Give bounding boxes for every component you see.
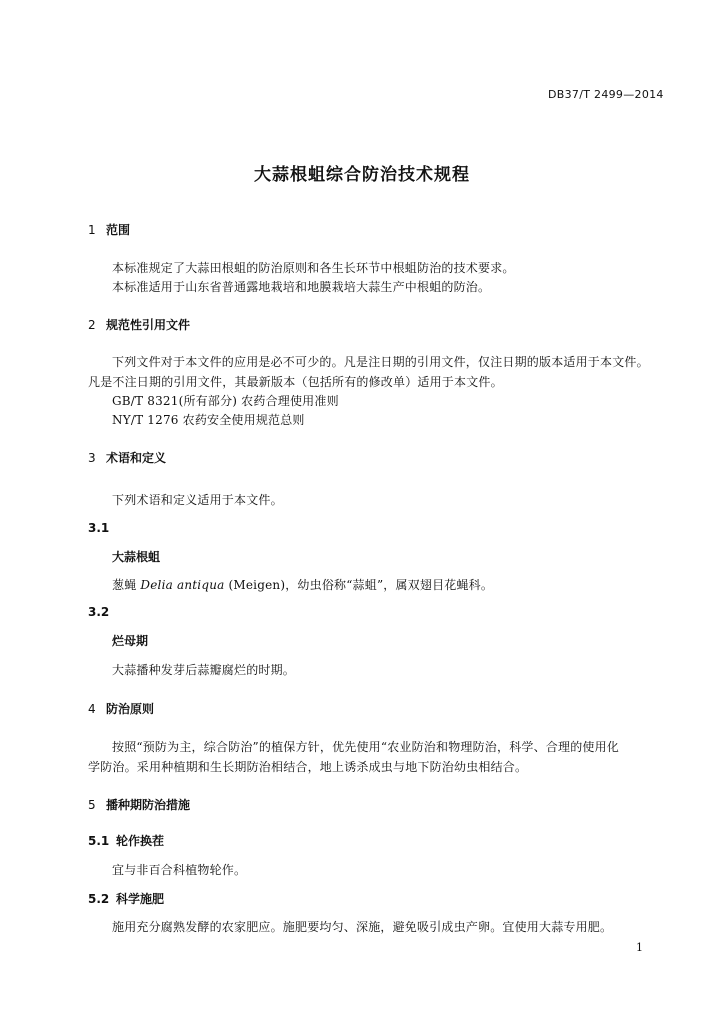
paragraph: 学防治。采用种植期和生长期防治相结合，地上诱杀成虫与地下防治幼虫相结合。 <box>88 760 528 774</box>
document-code: DB37/T 2499—2014 <box>548 88 664 101</box>
section-number: 4 <box>88 702 96 716</box>
section-title: 范围 <box>106 223 131 237</box>
term-number: 3.1 <box>88 521 110 535</box>
subsection-number: 5.1 <box>88 834 110 848</box>
section-2-heading <box>88 316 190 333</box>
section-title: 规范性引用文件 <box>106 318 191 332</box>
section-number: 2 <box>88 318 96 332</box>
subsection-number: 5.2 <box>88 892 110 906</box>
subsection-5-2-heading <box>88 890 164 907</box>
term-number: 3.2 <box>88 605 110 619</box>
paragraph: 施用充分腐熟发酵的农家肥应。施肥要均匀、深施，避免吸引成虫产卵。宜使用大蒜专用肥。 <box>112 920 613 934</box>
section-title: 防治原则 <box>106 702 155 716</box>
page-number: 1 <box>636 941 643 954</box>
section-title: 播种期防治措施 <box>106 798 191 812</box>
paragraph: 本标准规定了大蒜田根蛆的防治原则和各生长环节中根蛆防治的技术要求。 <box>112 261 515 275</box>
paragraph: 下列术语和定义适用于本文件。 <box>112 493 283 507</box>
reference-item: GB/T 8321(所有部分) 农药合理使用准则 <box>112 394 339 408</box>
reference-item: NY/T 1276 农药安全使用规范总则 <box>112 413 305 427</box>
definition-text: (Meigen)，幼虫俗称“蒜蛆”，属双翅目花蝇科。 <box>224 578 494 592</box>
paragraph: 凡是不注日期的引用文件，其最新版本（包括所有的修改单）适用于本文件。 <box>88 375 503 389</box>
section-number: 3 <box>88 451 96 465</box>
document-title: 大蒜根蛆综合防治技术规程 <box>254 165 470 185</box>
term-name: 烂母期 <box>112 634 149 648</box>
term-name: 大蒜根蛆 <box>112 550 161 564</box>
paragraph: 宜与非百合科植物轮作。 <box>112 863 247 877</box>
subsection-5-1-heading <box>88 832 164 849</box>
section-title: 术语和定义 <box>106 451 167 465</box>
section-4-heading <box>88 700 154 717</box>
section-1-heading <box>88 221 130 238</box>
section-3-heading <box>88 449 166 466</box>
definition-text: 葱蝇 <box>112 578 141 592</box>
paragraph: 下列文件对于本文件的应用是必不可少的。凡是注日期的引用文件，仅注日期的版本适用于本文件。 <box>112 355 649 369</box>
paragraph: 本标准适用于山东省普通露地栽培和地膜栽培大蒜生产中根蛆的防治。 <box>112 280 491 294</box>
subsection-title: 轮作换茬 <box>116 834 165 848</box>
term-definition <box>112 576 493 593</box>
section-number: 5 <box>88 798 96 812</box>
latin-name: Delia antiqua <box>140 578 225 592</box>
subsection-title: 科学施肥 <box>116 892 165 906</box>
section-number: 1 <box>88 223 96 237</box>
paragraph: 按照“预防为主，综合防治”的植保方针，优先使用“农业防治和物理防治，科学、合理的使用化 <box>112 740 620 754</box>
section-5-heading <box>88 796 190 813</box>
term-definition: 大蒜播种发芽后蒜瓣腐烂的时期。 <box>112 663 296 677</box>
